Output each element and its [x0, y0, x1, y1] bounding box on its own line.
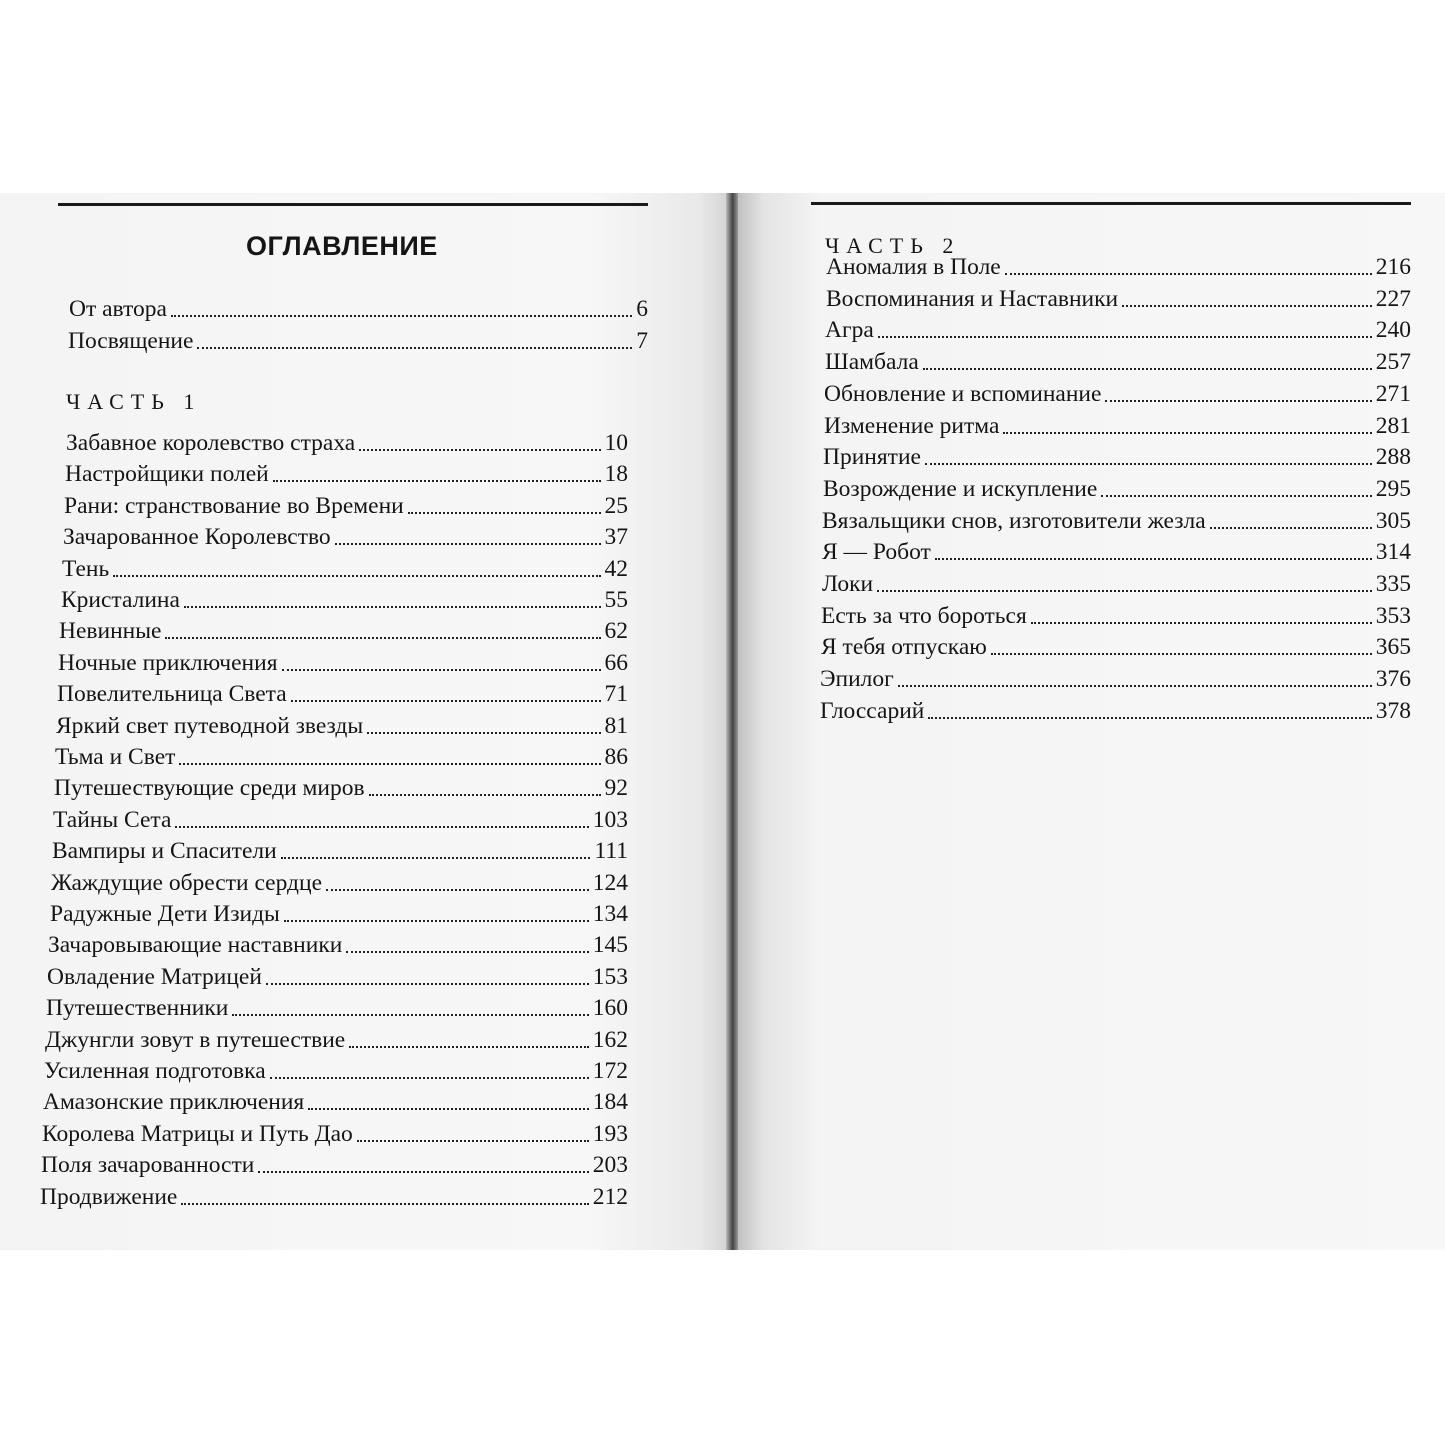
dot-leader	[877, 590, 1372, 592]
toc-entry-title: Локи	[822, 571, 874, 597]
toc-entry-page: 193	[592, 1120, 628, 1147]
toc-entry	[822, 570, 1411, 598]
toc-entry-title: Вампиры и Спасители	[52, 838, 277, 865]
toc-entry-title: Изменение ритма	[824, 412, 1000, 439]
toc-entry-page: 240	[1375, 317, 1411, 344]
book-spread	[0, 193, 1445, 1250]
toc-entry-title: Рани: странствование во Времени	[64, 492, 404, 519]
toc-entry-title: Я — Робот	[822, 539, 931, 566]
toc-entry-page: 314	[1375, 539, 1411, 566]
right-page	[735, 193, 1445, 1250]
toc-entry-title: Амазонские приключения	[43, 1089, 305, 1116]
toc-entry	[69, 295, 648, 323]
toc-entry-page: 55	[604, 587, 628, 613]
toc-entry	[823, 443, 1411, 471]
toc-entry-page: 42	[604, 555, 628, 582]
toc-entry-title: Повелительница Света	[57, 681, 287, 708]
header-rule	[58, 203, 648, 206]
toc-entry-title: Принятие	[823, 444, 921, 471]
toc-entry	[59, 617, 628, 645]
dot-leader	[928, 717, 1371, 719]
dot-leader	[171, 315, 632, 317]
toc-entry	[50, 900, 628, 928]
left-page	[0, 193, 735, 1250]
toc-entry-title: Есть за что бороться	[821, 602, 1027, 629]
toc-entry-title: Посвящение	[68, 328, 194, 354]
toc-entry-title: Зачаровывающие наставники	[48, 932, 343, 959]
dot-leader	[878, 336, 1372, 338]
toc-entry-title: Агра	[825, 317, 874, 344]
toc-entry-title: Продвижение	[40, 1183, 178, 1210]
toc-entry	[65, 460, 628, 488]
toc-entry	[826, 253, 1411, 281]
toc-entry-page: 92	[604, 775, 628, 802]
toc-entry	[68, 327, 648, 355]
toc-entry-page: 153	[592, 963, 628, 990]
book-gutter	[726, 193, 738, 1250]
toc-entry-title: Усиленная подготовка	[44, 1058, 266, 1084]
toc-entry-title: Эпилог	[820, 666, 894, 693]
toc-entry-page: 6	[636, 296, 648, 322]
toc-entry-page: 37	[604, 524, 628, 551]
dot-leader	[281, 857, 591, 859]
toc-entry	[48, 931, 628, 959]
toc-entry	[61, 586, 628, 614]
toc-entry-page: 7	[636, 328, 648, 354]
dot-leader	[273, 480, 601, 482]
toc-entry-title: Тьма и Свет	[55, 744, 176, 770]
toc-entry-page: 160	[592, 995, 628, 1022]
dot-leader	[308, 1108, 589, 1110]
toc-entry-page: 203	[592, 1152, 628, 1179]
dot-leader	[184, 606, 601, 608]
toc-entry-page: 288	[1375, 444, 1411, 471]
toc-entry	[44, 1057, 628, 1085]
dot-leader	[232, 1014, 588, 1016]
dot-leader	[357, 1140, 589, 1142]
toc-entry-page: 10	[604, 430, 628, 456]
toc-entry	[43, 1088, 628, 1116]
toc-entry	[51, 869, 628, 897]
toc-entry	[53, 806, 628, 834]
toc-entry-page: 353	[1375, 602, 1411, 629]
dot-leader	[367, 732, 600, 734]
toc-entry	[42, 1120, 628, 1148]
toc-entry	[821, 602, 1411, 630]
toc-entry-page: 145	[592, 932, 628, 959]
toc-entry-title: Я тебя отпускаю	[821, 634, 987, 661]
toc-entry	[820, 665, 1411, 693]
toc-entry-title: Шамбала	[825, 349, 919, 376]
toc-entry-page: 124	[592, 869, 628, 896]
dot-leader	[349, 1046, 589, 1048]
toc-entry-page: 365	[1375, 634, 1411, 661]
toc-entry	[824, 380, 1411, 408]
toc-entry	[66, 429, 628, 457]
dot-leader	[284, 920, 589, 922]
dot-leader	[179, 763, 600, 765]
toc-entry	[55, 743, 628, 771]
toc-entry	[64, 492, 628, 520]
dot-leader	[1105, 400, 1371, 402]
toc-entry-title: Невинные	[59, 618, 162, 645]
toc-entry	[825, 316, 1411, 344]
toc-entry-title: Вязальщики снов, изготовители жезла	[822, 507, 1206, 534]
toc-entry	[57, 680, 628, 708]
toc-entry-page: 172	[592, 1058, 628, 1084]
toc-entry	[826, 285, 1411, 313]
toc-entry-title: Настройщики полей	[65, 461, 269, 488]
toc-entry-page: 81	[604, 712, 628, 739]
toc-entry	[58, 649, 628, 677]
toc-entry-title: От автора	[69, 296, 167, 322]
dot-leader	[925, 463, 1372, 465]
toc-entry	[822, 538, 1411, 566]
dot-leader	[165, 637, 600, 639]
toc-entry-page: 257	[1375, 349, 1411, 376]
toc-entry-title: Возрождение и искупление	[823, 475, 1098, 502]
toc-entry-page: 25	[604, 492, 628, 519]
toc-entry	[823, 475, 1411, 503]
dot-leader	[1210, 527, 1372, 529]
toc-entry-title: Обновление и вспоминание	[824, 380, 1102, 407]
dot-leader	[326, 889, 589, 891]
dot-leader	[1005, 273, 1372, 275]
dot-leader	[898, 685, 1372, 687]
toc-entry-page: 295	[1375, 475, 1411, 502]
toc-entry	[821, 633, 1411, 661]
toc-entry-page: 184	[592, 1089, 628, 1116]
toc-entry-title: Овладение Матрицей	[47, 963, 262, 990]
toc-entry-title: Глоссарий	[820, 697, 925, 724]
toc-entry-title: Королева Матрицы и Путь Дао	[42, 1120, 353, 1147]
toc-entry	[56, 712, 628, 740]
toc-entry	[822, 507, 1411, 535]
toc-entry	[54, 774, 628, 802]
toc-entry-page: 227	[1375, 285, 1411, 312]
toc-entry-title: Радужные Дети Изиды	[50, 901, 280, 927]
dot-leader	[197, 347, 632, 349]
toc-entry-title: Жаждущие обрести сердце	[51, 869, 322, 896]
dot-leader	[266, 983, 589, 985]
part-1-label: ЧАСТЬ 1	[66, 389, 202, 414]
toc-entry-page: 281	[1375, 412, 1411, 439]
toc-entry-page: 71	[604, 681, 628, 708]
dot-leader	[935, 558, 1372, 560]
toc-entry-page: 305	[1375, 507, 1411, 534]
toc-entry-page: 335	[1375, 571, 1411, 597]
toc-entry-title: Тень	[62, 555, 110, 582]
toc-entry-page: 212	[592, 1183, 628, 1210]
part-2-label: ЧАСТЬ 2	[825, 233, 961, 258]
toc-entry-title: Яркий свет путеводной звезды	[56, 712, 364, 739]
toc-entry-title: Джунгли зовут в путешествие	[45, 1026, 346, 1053]
dot-leader	[346, 951, 588, 953]
dot-leader	[175, 826, 588, 828]
toc-entry-page: 103	[592, 806, 628, 833]
toc-entry-title: Аномалия в Поле	[826, 254, 1001, 280]
toc-entry	[62, 555, 628, 583]
toc-entry	[63, 523, 628, 551]
toc-entry-title: Воспоминания и Наставники	[826, 285, 1119, 312]
toc-entry-page: 66	[604, 649, 628, 676]
toc-entry	[46, 994, 628, 1022]
toc-entry-title: Кристалина	[61, 587, 180, 613]
toc-entry	[47, 963, 628, 991]
dot-leader	[335, 543, 601, 545]
toc-entry	[40, 1183, 628, 1211]
dot-leader	[1003, 432, 1371, 434]
toc-entry-title: Путешественники	[46, 995, 229, 1022]
toc-entry	[820, 697, 1411, 725]
dot-leader	[282, 669, 601, 671]
dot-leader	[113, 575, 600, 577]
toc-entry-title: Ночные приключения	[58, 649, 278, 676]
dot-leader	[181, 1203, 588, 1205]
dot-leader	[1122, 305, 1372, 307]
toc-entry-page: 378	[1375, 697, 1411, 724]
toc-entry-page: 134	[592, 901, 628, 927]
dot-leader	[359, 449, 600, 451]
dot-leader	[923, 368, 1372, 370]
dot-leader	[991, 653, 1372, 655]
toc-title: ОГЛАВЛЕНИЕ	[246, 231, 438, 261]
toc-entry	[52, 837, 628, 865]
toc-entry-page: 111	[594, 838, 628, 865]
toc-entry	[41, 1151, 628, 1179]
toc-entry	[824, 412, 1411, 440]
toc-entry-page: 376	[1375, 666, 1411, 693]
toc-entry-title: Путешествующие среди миров	[54, 775, 365, 802]
dot-leader	[369, 794, 601, 796]
toc-entry-page: 18	[604, 461, 628, 488]
toc-entry	[45, 1026, 628, 1054]
toc-entry-title: Зачарованное Королевство	[63, 524, 331, 551]
dot-leader	[1031, 622, 1372, 624]
dot-leader	[258, 1171, 588, 1173]
dot-leader	[408, 512, 601, 514]
header-rule	[811, 202, 1411, 205]
toc-entry-page: 62	[604, 618, 628, 645]
toc-entry	[825, 348, 1411, 376]
dot-leader	[1101, 495, 1371, 497]
toc-entry-title: Тайны Сета	[53, 806, 172, 833]
toc-entry-page: 271	[1375, 380, 1411, 407]
toc-entry-title: Забавное королевство страха	[66, 430, 356, 456]
dot-leader	[270, 1077, 589, 1079]
toc-entry-page: 162	[592, 1026, 628, 1053]
dot-leader	[291, 700, 601, 702]
toc-entry-page: 86	[604, 744, 628, 770]
toc-entry-title: Поля зачарованности	[41, 1152, 255, 1179]
toc-entry-page: 216	[1375, 254, 1411, 280]
